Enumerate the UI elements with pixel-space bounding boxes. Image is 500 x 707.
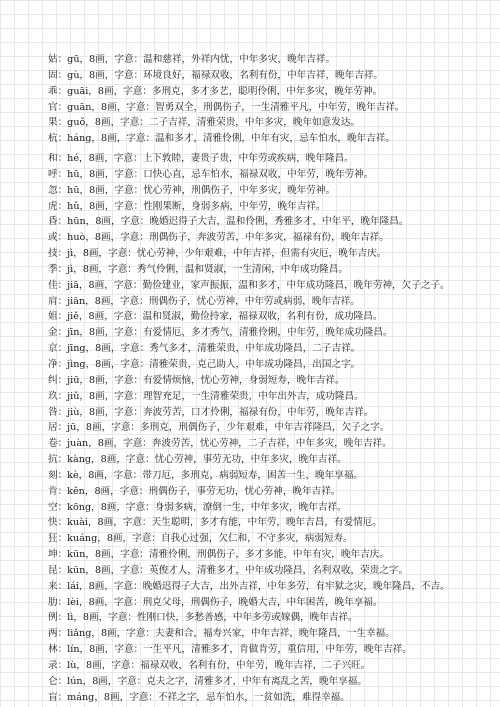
entry-line: 刻：kè，8画，字意：带刀厄，多刑克，病弱短寿，困苦一生，晚年享福。 <box>48 469 364 481</box>
entry-line: 忽：hū，8画，字意：忧心劳神，刑偶伤子，中年多灾，晚年劳神。 <box>48 184 336 196</box>
entry-line: 净：jìng，8画，字意：清雅荣贵，克己助人，中年成功隆昌，出国之字。 <box>48 358 361 370</box>
entry-line: 快：kuài，8画，字意：天生聪明，多才有能，中年劳，晚年吉昌，有爱情厄。 <box>48 517 382 529</box>
entry-line: 京：jīng，8画，字意：秀气多才，清雅荣贵，中年成功隆昌，二子吉祥。 <box>48 343 361 355</box>
entry-line: 录：lù，8画，字意：福禄双收，名利有份，中年劳，晚年吉祥，二子兴旺。 <box>48 660 371 671</box>
entry-line: 肯：kěn，8画，字意：刑偶伤子，事劳无功，忧心劳神，晚年吉祥。 <box>48 485 341 497</box>
entry-line: 坤：kūn，8画，字意：清雅伶俐，刑偶伤子，多才多能，中年有灾，晚年吉庆。 <box>48 549 389 561</box>
entry-line: 姑：gū，8画，字意：温和慈祥，外祥内忧，中年多灾，晚年吉祥。 <box>48 54 336 65</box>
entry-line: 昆：kūn，8画，字意：英俊才人，清雅多才，中年成功隆昌，名利双收，荣贵之字。 <box>48 564 409 576</box>
entry-line: 昏：hūn，8画，字意：晚婚迟得子大吉，温和伶俐，秀雅多才，中年平，晚年隆昌。 <box>48 216 409 228</box>
entry-line: 空：kōng，8画，字意：身弱多病，潦倒一生，中年多灾，晚年吉祥。 <box>48 501 347 513</box>
entry-line: 两：liǎng，8画，字意：夫妻和合，福寿兴家，中年吉祥，晚年隆昌，一生幸福。 <box>48 628 395 640</box>
entry-line: 金：jīn，8画，字意：有爱情厄，多才秀气，清雅伶俐，中年劳，晚年成功隆昌。 <box>48 327 393 339</box>
entry-line: 或：huò，8画，字意：刑偶伤子，奔波劳苦，中年多灾，福禄有份，晚年吉祥。 <box>48 232 389 244</box>
entry-group-1 <box>48 52 468 147</box>
entry-line: 肩：jiān，8画，字意：刑偶伤子，忧心劳神，中年劳或病弱，晚年吉祥。 <box>48 295 360 307</box>
entry-line: 技：jì，8画，字意：忧心劳神，少年艰难，中年吉祥，但需有灾厄，晚年吉庆。 <box>48 248 387 260</box>
entry-group-2 <box>48 151 468 706</box>
entry-line: 肋：lèi，8画，字意：刑克父母，刑偶伤子，晚婚大吉，中年困苦，晚年享福。 <box>48 596 383 608</box>
entry-line: 官：guān，8画，字意：智勇双全，刑偶伤子，一生清雅平凡，中年劳，晚年吉祥。 <box>48 101 405 113</box>
entry-line: 例：lì，8画，字意：性刚口快，多愁善感，中年多劳或嫁偶，晚年吉祥。 <box>48 612 358 624</box>
entry-line: 玖：jiǔ，8画，字意：理智充足，一生清雅荣贵，中年出外吉，成功隆昌。 <box>48 390 364 402</box>
entry-line: 咎：jiù，8画，字意：奔波劳苦，口才伶俐，福禄有份，中年劳，晚年吉祥。 <box>48 406 374 418</box>
entry-line: 姐：jiě，8画，字意：温和贤淑，勤俭持家，福禄双收，名利有份，成功隆昌。 <box>48 311 383 323</box>
entry-line: 盲：máng，8画，字意：不祥之字，忌车怕水，一贫如洗，难得幸福。 <box>48 691 350 703</box>
entry-line: 果：guǒ，8画，字意：二子吉祥，清雅荣贵，中年多灾，晚年如意发达。 <box>48 117 361 129</box>
entry-line: 季：jì，8画，字意：秀气伶俐，温和贤淑，一生清闲，中年成功隆昌。 <box>48 263 348 275</box>
entry-line: 佳：jiā，8画，字意：勤俭建业，家声振振，温和多才，中年成功隆昌，晚年劳神，欠子之子。 <box>48 279 450 291</box>
entry-line: 卷：juàn，8画，字意：奔波劳苦，忧心劳神，二子吉祥，中年多灾，晚年吉祥。 <box>48 438 392 450</box>
entry-line: 虎：hǔ，8画，字意：性刚果断，身弱多病，中年劳，晚年吉祥。 <box>48 200 326 212</box>
entry-line: 林：lín，8画，字意：一生平凡，清雅多才，肯做肯劳，重信用，中年劳，晚年吉祥。 <box>48 644 412 656</box>
entry-line: 抗：kàng，8画，字意：忧心劳神，事劳无功，中年多灾，晚年吉祥。 <box>48 454 347 466</box>
entry-line: 乖：guāi，8画，字意：多刑克，多才多艺，聪明伶俐，中年多灾，晚年劳神。 <box>48 85 383 97</box>
entry-line: 杭：háng，8画，字意：温和多才，清雅伶俐，中年有灾，忌车怕水，晚年吉祥。 <box>48 133 395 145</box>
entry-line: 狂：kuáng，8画，字意：自我心过强，欠仁和，不守多灾，病弱短寿。 <box>48 533 353 545</box>
entry-line: 居：jū，8画，字意：多刑克，刑偶伤子，少年艰难，中年吉祥隆昌，欠子之字。 <box>48 422 390 434</box>
entry-line: 仑：lún，8画，字意：克夫之字，清雅多才，中年有离乱之苦，晚年享福。 <box>48 675 367 687</box>
entry-line: 和：hé，8画，字意：上下敦睦，妻贵子贵，中年劳或疾病，晚年隆昌。 <box>48 153 354 164</box>
entry-line: 纠：jiū，8画，字意：有爱情烦恼，忧心劳神，身弱短寿，晚年吉祥。 <box>48 374 345 386</box>
entry-line: 呼：hū，8画，字意：口快心直，忌车怕水，福禄双收，中年劳，晚年劳神。 <box>48 168 374 180</box>
entry-line: 固：gù，8画，字意：环境良好，福禄双收，名利有份，中年吉祥，晚年吉祥。 <box>48 69 384 81</box>
entry-line: 来：lái，8画，字意：晚婚迟得子大吉，出外吉祥，中年多劳，有牢狱之灾，晚年隆昌，不吉。 <box>48 580 450 592</box>
